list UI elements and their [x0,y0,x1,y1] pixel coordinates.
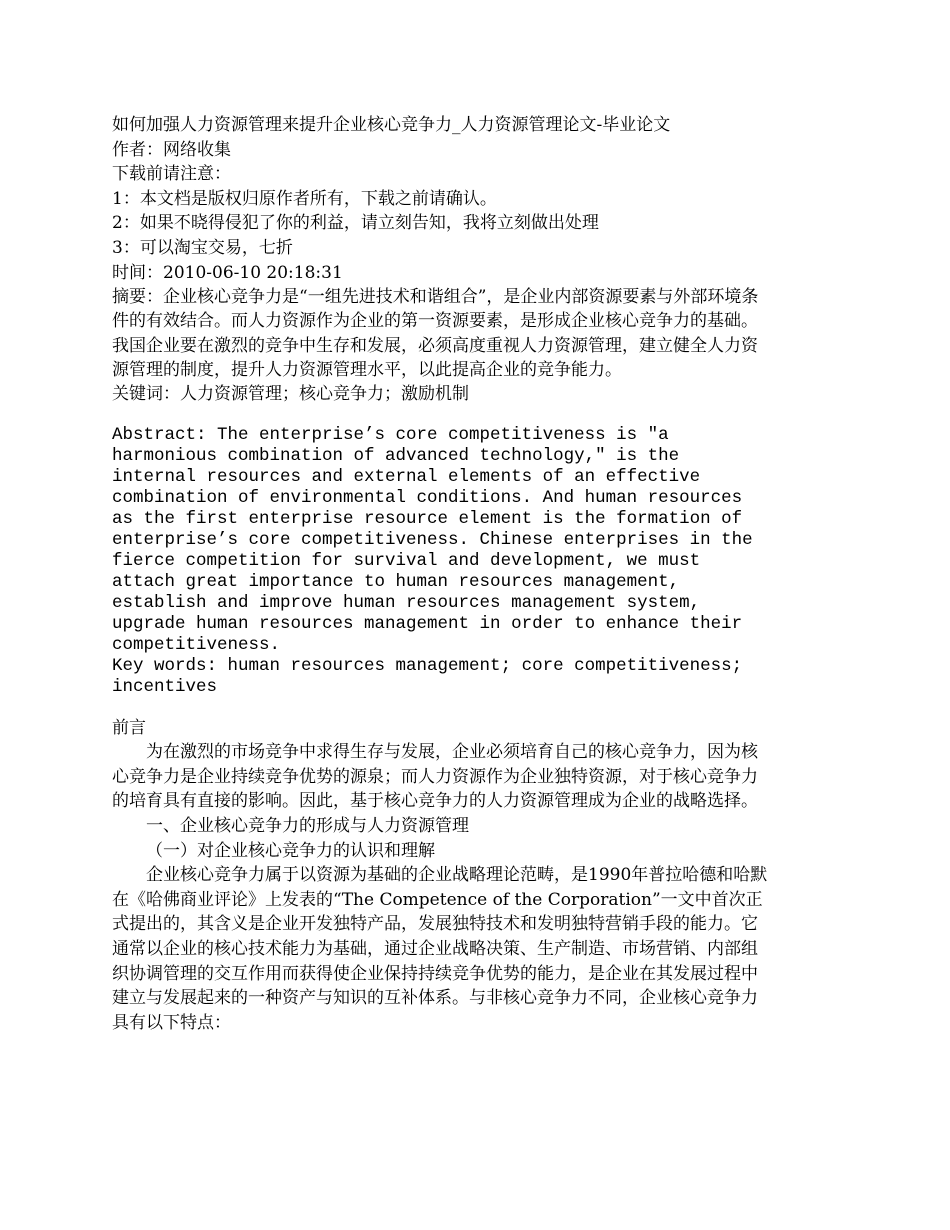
notice-header: 下载前请注意： [112,164,231,185]
section-heading-1: 一、企业核心竞争力的形成与人力资源管理 [146,815,469,836]
notice-item-1: 1：本文档是版权归原作者所有，下载之前请确认。 [112,188,497,209]
abstract-chinese: 摘要：企业核心竞争力是“一组先进技术和谐组合”，是企业内部资源要素与外部环境条件的有效结合。而人力资源作为企业的第一资源要素，是形成企业核心竞争力的基础。我国企业要在激烈的竞争中生存和发展，必须高度重视人力资源管理，建立健全人力资源管理的制度，提升人力资源管理水平，以此提高企业的竞争能力。 [112,287,759,380]
keywords-chinese: 关键词：人力资源管理；核心竞争力；激励机制 [112,383,469,404]
spacer [112,698,772,716]
author-line: 作者：网络收集 [112,139,231,160]
document-page [112,113,772,1035]
timestamp-line: 时间：2010-06-10 20:18:31 [112,262,343,283]
subsection-heading-1: （一）对企业核心竞争力的认识和理解 [146,840,435,861]
abstract-english: Abstract: The enterprise’s core competitiveness is "a harmonious combination of advanced technology," is the internal resources and external elements of an effective combination of environmental conditions. And human resources as the first enterprise resource element is the formation of enterprise’s core competitiveness. Chinese enterprises in the fierce competition for survival and development, we must attach great importance to human resources management, establish and improve human resources management system, upgrade human resources management in order to enhance their competitiveness. [112,424,753,655]
preface-paragraph: 为在激烈的市场竞争中求得生存与发展，企业必须培育自己的核心竞争力，因为核心竞争力是企业持续竞争优势的源泉；而人力资源作为企业独特资源，对于核心竞争力的培育具有直接的影响。因此，基于核心竞争力的人力资源管理成为企业的战略选择。 [112,742,758,812]
body-paragraph: 企业核心竞争力属于以资源为基础的企业战略理论范畴，是1990年普拉哈德和哈默在《哈佛商业评论》上发表的“The Competence of the Corporation”一文中首次正式提出的，其含义是企业开发独特产品，发展独特技术和发明独特营销手段的能力。它通常以企业的核心技术能力为基础，通过企业战略决策、生产制造、市场营销、内部组织协调管理的交互作用而获得使企业保持持续竞争优势的能力，是企业在其发展过程中建立与发展起来的一种资产与知识的互补体系。与非核心竞争力不同，企业核心竞争力具有以下特点： [112,865,768,1033]
preface-heading: 前言 [112,717,146,738]
spacer [112,407,772,425]
notice-item-3: 3：可以淘宝交易，七折 [112,237,293,258]
keywords-english: Key words: human resources management; core competitiveness; incentives [112,655,743,697]
document-title: 如何加强人力资源管理来提升企业核心竞争力_人力资源管理论文-毕业论文 [112,115,671,135]
notice-item-2: 2：如果不晓得侵犯了你的利益，请立刻告知，我将立刻做出处理 [112,213,599,234]
